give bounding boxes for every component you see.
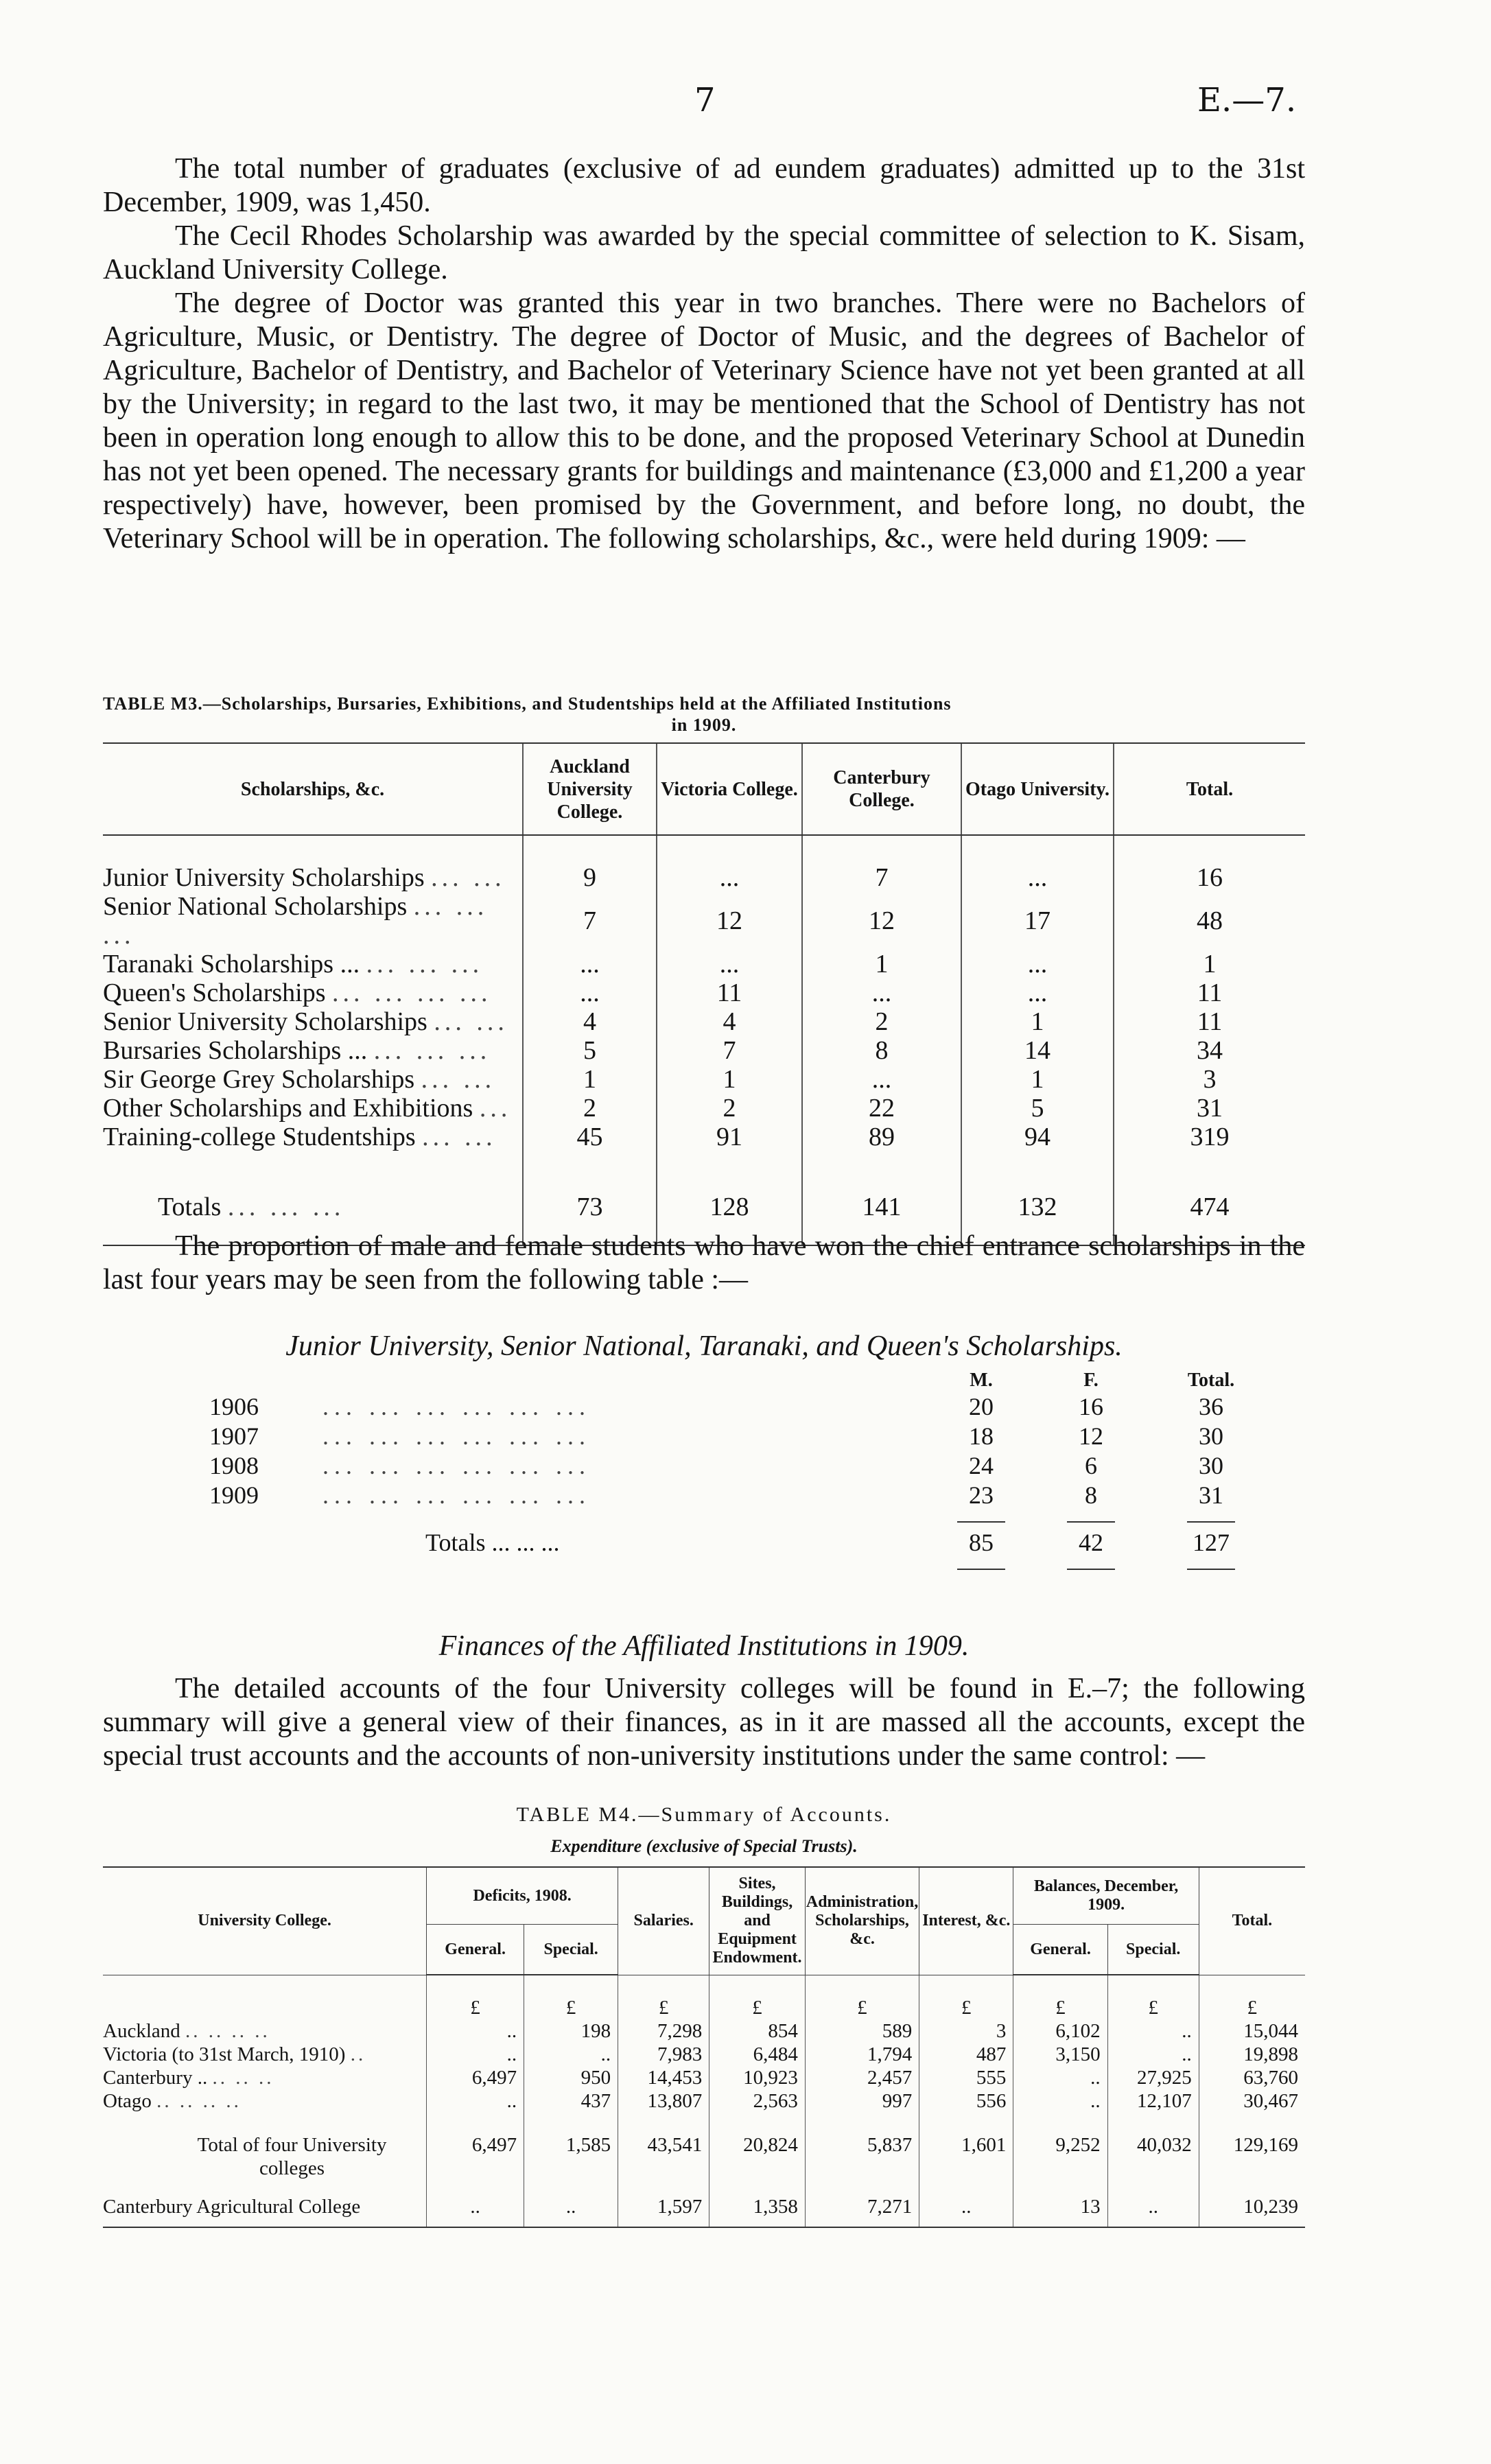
unit-symbol: £ bbox=[524, 1975, 618, 2019]
table-cell: .. bbox=[919, 2195, 1013, 2227]
table-cell: ... bbox=[657, 950, 802, 978]
table-cell: 4 bbox=[657, 1007, 802, 1036]
rule-dash bbox=[1187, 1569, 1235, 1570]
table-cell: 9,252 bbox=[1013, 2113, 1107, 2195]
table-cell: 4 bbox=[523, 1007, 657, 1036]
female-count: 6 bbox=[1085, 1452, 1097, 1479]
spacer-cell bbox=[961, 1151, 1114, 1172]
table-cell: .. bbox=[427, 2019, 524, 2043]
spacer-cell bbox=[657, 1151, 802, 1172]
column-header: Special. bbox=[1107, 1925, 1199, 1975]
table-row bbox=[103, 1036, 1305, 1065]
table-cell: .. bbox=[427, 2195, 524, 2227]
rule-cell bbox=[209, 1510, 322, 1528]
table-cell: 13,807 bbox=[618, 2089, 709, 2113]
row-label-text: Sir George Grey Scholarships bbox=[103, 1065, 415, 1094]
table-row bbox=[103, 892, 1305, 950]
table-m3 bbox=[103, 742, 1305, 1246]
table-cell: 14 bbox=[961, 1036, 1114, 1065]
table-cell: 9 bbox=[523, 835, 657, 892]
table-cell: 10,239 bbox=[1199, 2195, 1305, 2227]
leader-dots: ... bbox=[479, 1094, 512, 1123]
column-header: Victoria College. bbox=[657, 743, 802, 835]
row-label bbox=[103, 2089, 427, 2113]
table-cell: 3,150 bbox=[1013, 2043, 1107, 2066]
table-cell: 19,898 bbox=[1199, 2043, 1305, 2066]
table-cell: 141 bbox=[802, 1172, 961, 1245]
table-cell: 31 bbox=[1114, 1094, 1305, 1123]
column-header: F. bbox=[1083, 1370, 1099, 1391]
table-m4-caption: TABLE M4.—Summary of Accounts. bbox=[516, 1803, 892, 1826]
proportion-table-heading: Junior University, Senior National, Taranaki, and Queen's Scholarships. bbox=[285, 1330, 1123, 1362]
table-cell: 950 bbox=[524, 2066, 618, 2089]
male-count: 85 bbox=[969, 1529, 994, 1556]
column-header: Total. bbox=[1199, 1867, 1305, 1975]
table-cell: ... bbox=[802, 1065, 961, 1094]
column-header: Canterbury College. bbox=[802, 743, 961, 835]
table-cell: ... bbox=[961, 950, 1114, 978]
spacer-cell bbox=[1114, 1151, 1305, 1172]
proportion-table bbox=[209, 1369, 1276, 1575]
rule-row bbox=[209, 1558, 1276, 1575]
paragraph: The degree of Doctor was granted this year in two branches. There were no Bachelors of Agriculture, Music, or Dentistry. The degree of Doctor of Music, and the degrees of Bachelor of Agriculture, Bachelor of Dentistry, and Bachelor of Veterinary Science have not yet been granted at all by the University; in regard to the last two, it may be mentioned that the School of Dentistry has not been in operation long enough to allow this to be done, and the proposed Veterinary School at Dunedin has not yet been opened. The necessary grants for buildings and maintenance (£3,000 and £1,200 a year respectively) have, however, been promised by the Government, and before long, no doubt, the Veterinary School will be in operation. The following scholarships, &c., were held during 1909: — bbox=[103, 288, 1305, 554]
table-cell: 12,107 bbox=[1107, 2089, 1199, 2113]
table-cell: 73 bbox=[523, 1172, 657, 1245]
table-row bbox=[103, 2043, 1305, 2066]
row-label-text: Senior University Scholarships bbox=[103, 1007, 427, 1036]
table-row bbox=[103, 1123, 1305, 1151]
column-header: Administration, Scholarships, &c. bbox=[805, 1867, 919, 1975]
row-label bbox=[103, 1094, 523, 1123]
table-cell: 30,467 bbox=[1199, 2089, 1305, 2113]
table-cell: 14,453 bbox=[618, 2066, 709, 2089]
row-label bbox=[103, 1036, 523, 1065]
table-cell: .. bbox=[524, 2043, 618, 2066]
table-cell: 128 bbox=[657, 1172, 802, 1245]
table-cell: 12 bbox=[657, 892, 802, 950]
row-label-text: Bursaries Scholarships ... bbox=[103, 1036, 368, 1065]
rule-cell bbox=[1036, 1510, 1146, 1528]
units-row bbox=[103, 1975, 1305, 2019]
column-header: Deficits, 1908. bbox=[427, 1867, 618, 1925]
row-label bbox=[103, 892, 523, 950]
table-cell: 7,271 bbox=[805, 2195, 919, 2227]
table-cell: 555 bbox=[919, 2066, 1013, 2089]
rule-dash bbox=[957, 1521, 1005, 1523]
row-label-text: Victoria (to 31st March, 1910) bbox=[103, 2043, 346, 2065]
table-cell: 556 bbox=[919, 2089, 1013, 2113]
table-cell: 89 bbox=[802, 1123, 961, 1151]
column-header: Total. bbox=[1187, 1370, 1235, 1391]
unit-symbol: £ bbox=[427, 1975, 524, 2019]
unit-symbol: £ bbox=[618, 1975, 709, 2019]
table-cell: ... bbox=[961, 835, 1114, 892]
leader-dots: ... ... ... ... ... ... bbox=[322, 1393, 591, 1420]
rule-dash bbox=[1067, 1521, 1115, 1523]
table-cell: 2,563 bbox=[709, 2089, 806, 2113]
leader-dots: ... ... ... ... bbox=[332, 978, 492, 1007]
table-cell: 10,923 bbox=[709, 2066, 806, 2089]
row-label-text: Taranaki Scholarships ... bbox=[103, 950, 360, 978]
caption-line: TABLE M3.—Scholarships, Bursaries, Exhibitions, and Studentships held at the Affiliated Institutions bbox=[103, 694, 952, 714]
row-label-text: Auckland bbox=[103, 2020, 180, 2042]
leader-dots: .. bbox=[350, 2043, 366, 2065]
column-header: Balances, December, 1909. bbox=[1013, 1867, 1199, 1925]
table-cell: 1,585 bbox=[524, 2113, 618, 2195]
finances-heading: Finances of the Affiliated Institutions in 1909. bbox=[438, 1630, 970, 1662]
table-row bbox=[209, 1481, 1276, 1510]
table-cell: 11 bbox=[657, 978, 802, 1007]
year-cell: 1909 bbox=[209, 1481, 259, 1509]
table-row bbox=[103, 2019, 1305, 2043]
leader-dots: ... ... bbox=[431, 863, 506, 892]
unit-symbol: £ bbox=[1107, 1975, 1199, 2019]
row-label-text: Other Scholarships and Exhibitions bbox=[103, 1094, 473, 1123]
table-cell: .. bbox=[1107, 2019, 1199, 2043]
table-cell: .. bbox=[1013, 2089, 1107, 2113]
leader-dots: ... ... ... bbox=[373, 1036, 491, 1065]
table-cell: 17 bbox=[961, 892, 1114, 950]
table-cell: 2 bbox=[657, 1094, 802, 1123]
column-header: Auckland University College. bbox=[523, 743, 657, 835]
table-cell: 12 bbox=[802, 892, 961, 950]
row-label-text: Queen's Scholarships bbox=[103, 978, 326, 1007]
table-cell: 48 bbox=[1114, 892, 1305, 950]
table-cell: 7 bbox=[802, 835, 961, 892]
total-count: 30 bbox=[1199, 1422, 1223, 1450]
leader-dots: ... ... ... bbox=[366, 950, 484, 978]
table-row bbox=[103, 978, 1305, 1007]
column-header: Special. bbox=[524, 1925, 618, 1975]
rule-cell bbox=[926, 1558, 1036, 1575]
male-count: 18 bbox=[969, 1422, 994, 1450]
column-header: Scholarships, &c. bbox=[103, 743, 523, 835]
table-cell: .. bbox=[427, 2043, 524, 2066]
leader-dots: .. .. .. .. bbox=[185, 2020, 270, 2042]
paragraph: The Cecil Rhodes Scholarship was awarded by the special committee of selection to K. Sisam, Auckland University College. bbox=[103, 220, 1305, 285]
blank-cell bbox=[209, 1528, 322, 1558]
totals-row bbox=[103, 2113, 1305, 2195]
blank-cell bbox=[103, 1975, 427, 2019]
column-header: Otago University. bbox=[961, 743, 1114, 835]
rule-cell bbox=[1036, 1558, 1146, 1575]
table-cell: 27,925 bbox=[1107, 2066, 1199, 2089]
row-label bbox=[103, 1065, 523, 1094]
table-cell: 1 bbox=[657, 1065, 802, 1094]
column-header: M. bbox=[970, 1370, 993, 1391]
table-cell: ... bbox=[523, 978, 657, 1007]
table-header-row bbox=[103, 1867, 1305, 1925]
table-cell: 487 bbox=[919, 2043, 1013, 2066]
row-label: Canterbury Agricultural College bbox=[103, 2195, 427, 2227]
table-cell: 5,837 bbox=[805, 2113, 919, 2195]
paragraph: The total number of graduates (exclusive of ad eundem graduates) admitted up to the 31st December, 1909, was 1,450. bbox=[103, 153, 1305, 218]
table-row bbox=[103, 2066, 1305, 2089]
leader-dots: ... ... bbox=[434, 1007, 508, 1036]
table-row bbox=[209, 1451, 1276, 1481]
table-cell: 3 bbox=[1114, 1065, 1305, 1094]
year-cell: 1906 bbox=[209, 1393, 259, 1420]
row-label-text: Totals bbox=[158, 1193, 222, 1221]
table-cell: .. bbox=[427, 2089, 524, 2113]
total-count: 30 bbox=[1199, 1452, 1223, 1479]
spacer-cell bbox=[802, 1151, 961, 1172]
total-count: 36 bbox=[1199, 1393, 1223, 1420]
table-cell: 132 bbox=[961, 1172, 1114, 1245]
table-cell: .. bbox=[1107, 2043, 1199, 2066]
table-cell: 6,102 bbox=[1013, 2019, 1107, 2043]
male-count: 23 bbox=[969, 1481, 994, 1509]
table-cell: 91 bbox=[657, 1123, 802, 1151]
rule-dash bbox=[1067, 1569, 1115, 1570]
unit-symbol: £ bbox=[1199, 1975, 1305, 2019]
leader-dots: .. .. .. bbox=[212, 2067, 274, 2089]
table-cell: 1 bbox=[523, 1065, 657, 1094]
table-cell: 198 bbox=[524, 2019, 618, 2043]
row-label-text: Otago bbox=[103, 2090, 152, 2112]
table-cell: 11 bbox=[1114, 1007, 1305, 1036]
table-cell: 2 bbox=[523, 1094, 657, 1123]
leader-dots: ... ... ... ... ... ... bbox=[322, 1481, 591, 1509]
table-cell: 474 bbox=[1114, 1172, 1305, 1245]
row-label bbox=[103, 2043, 427, 2066]
rule-row bbox=[209, 1510, 1276, 1528]
table-cell: 1 bbox=[961, 1007, 1114, 1036]
table-cell: .. bbox=[1107, 2195, 1199, 2227]
row-label-text: Training-college Studentships bbox=[103, 1123, 416, 1151]
table-cell: 8 bbox=[802, 1036, 961, 1065]
table-row bbox=[103, 2089, 1305, 2113]
table-cell: 2 bbox=[802, 1007, 961, 1036]
table-cell: 319 bbox=[1114, 1123, 1305, 1151]
table-cell: 16 bbox=[1114, 835, 1305, 892]
table-header-row bbox=[209, 1369, 1276, 1392]
table-cell: 20,824 bbox=[709, 2113, 806, 2195]
table-spacer bbox=[103, 1151, 1305, 1172]
column-header: General. bbox=[1013, 1925, 1107, 1975]
spacer-cell bbox=[103, 1151, 523, 1172]
year-cell: 1908 bbox=[209, 1452, 259, 1479]
row-label-text: Junior University Scholarships bbox=[103, 863, 425, 892]
row-label-text: Canterbury .. bbox=[103, 2067, 208, 2089]
unit-symbol: £ bbox=[919, 1975, 1013, 2019]
table-row bbox=[209, 1422, 1276, 1451]
row-label: Total of four University colleges bbox=[197, 2134, 387, 2179]
table-cell: 129,169 bbox=[1199, 2113, 1305, 2195]
row-label: Totals ... ... ... bbox=[425, 1529, 560, 1556]
rule-cell bbox=[322, 1510, 926, 1528]
table-cell: 7 bbox=[657, 1036, 802, 1065]
leader-dots: ... ... ... ... ... ... bbox=[322, 1452, 591, 1479]
table-cell: .. bbox=[524, 2195, 618, 2227]
rule-dash bbox=[1187, 1521, 1235, 1523]
table-m4 bbox=[103, 1866, 1305, 2228]
column-header: Sites, Buildings, and Equipment Endowment. bbox=[709, 1867, 806, 1975]
intro-paragraphs bbox=[103, 152, 1305, 556]
total-count: 31 bbox=[1199, 1481, 1223, 1509]
table-cell: ... bbox=[657, 835, 802, 892]
table-row bbox=[103, 2195, 1305, 2227]
row-label bbox=[103, 950, 523, 978]
caption-line: in 1909. bbox=[671, 715, 737, 735]
column-header: Salaries. bbox=[618, 1867, 709, 1975]
table-cell: 15,044 bbox=[1199, 2019, 1305, 2043]
unit-symbol: £ bbox=[805, 1975, 919, 2019]
column-header: General. bbox=[427, 1925, 524, 1975]
table-cell: 1,794 bbox=[805, 2043, 919, 2066]
table-cell: 437 bbox=[524, 2089, 618, 2113]
spacer-cell bbox=[523, 1151, 657, 1172]
female-count: 8 bbox=[1085, 1481, 1097, 1509]
male-count: 20 bbox=[969, 1393, 994, 1420]
table-row bbox=[103, 1094, 1305, 1123]
row-label bbox=[103, 978, 523, 1007]
unit-symbol: £ bbox=[1013, 1975, 1107, 2019]
paragraph: The proportion of male and female students who have won the chief entrance scholarships in the last four years may be seen from the following table :— bbox=[103, 1230, 1305, 1295]
table-row bbox=[103, 1065, 1305, 1094]
paragraph: The detailed accounts of the four University colleges will be found in E.–7; the following summary will give a general view of their finances, as in it are massed all the accounts, except the special trust accounts and the accounts of non-university institutions under the same control: — bbox=[103, 1673, 1305, 1772]
table-cell: .. bbox=[1013, 2066, 1107, 2089]
table-cell: 589 bbox=[805, 2019, 919, 2043]
table-cell: ... bbox=[961, 978, 1114, 1007]
table-cell: 5 bbox=[961, 1094, 1114, 1123]
row-label bbox=[103, 1123, 523, 1151]
female-count: 12 bbox=[1079, 1422, 1103, 1450]
rule-cell bbox=[322, 1558, 926, 1575]
year-cell: 1907 bbox=[209, 1422, 259, 1450]
rule-cell bbox=[1146, 1558, 1276, 1575]
unit-symbol: £ bbox=[709, 1975, 806, 2019]
row-label bbox=[103, 1007, 523, 1036]
rule-cell bbox=[1146, 1510, 1276, 1528]
leader-dots: ... ... bbox=[421, 1065, 496, 1094]
table-cell: 63,760 bbox=[1199, 2066, 1305, 2089]
table-cell: 11 bbox=[1114, 978, 1305, 1007]
table-row bbox=[103, 1007, 1305, 1036]
proportion-paragraph bbox=[103, 1230, 1305, 1297]
table-cell: 2,457 bbox=[805, 2066, 919, 2089]
row-label bbox=[103, 2019, 427, 2043]
table-cell: ... bbox=[523, 950, 657, 978]
table-cell: 7,298 bbox=[618, 2019, 709, 2043]
finances-paragraph bbox=[103, 1672, 1305, 1773]
table-cell: 5 bbox=[523, 1036, 657, 1065]
table-cell: 3 bbox=[919, 2019, 1013, 2043]
table-cell: 1 bbox=[802, 950, 961, 978]
male-count: 24 bbox=[969, 1452, 994, 1479]
table-row bbox=[209, 1392, 1276, 1422]
row-label-text: Senior National Scholarships bbox=[103, 892, 408, 921]
row-label bbox=[103, 2066, 427, 2089]
table-cell: 6,497 bbox=[427, 2113, 524, 2195]
table-cell: 40,032 bbox=[1107, 2113, 1199, 2195]
total-count: 127 bbox=[1193, 1529, 1230, 1556]
leader-dots: .. .. .. .. bbox=[156, 2090, 242, 2112]
table-m4-subcaption: Expenditure (exclusive of Special Trusts). bbox=[550, 1836, 858, 1856]
female-count: 42 bbox=[1079, 1529, 1103, 1556]
table-cell: 7 bbox=[523, 892, 657, 950]
table-cell: 6,497 bbox=[427, 2066, 524, 2089]
rule-dash bbox=[957, 1569, 1005, 1570]
leader-dots: ... ... ... bbox=[103, 892, 489, 950]
table-row bbox=[103, 835, 1305, 892]
table-cell: 22 bbox=[802, 1094, 961, 1123]
table-cell: 6,484 bbox=[709, 2043, 806, 2066]
table-cell: 7,983 bbox=[618, 2043, 709, 2066]
page-number: 7 bbox=[694, 81, 716, 119]
table-cell: 43,541 bbox=[618, 2113, 709, 2195]
row-label bbox=[103, 835, 523, 892]
table-cell: 34 bbox=[1114, 1036, 1305, 1065]
totals-row bbox=[209, 1528, 1276, 1558]
table-cell: 1,601 bbox=[919, 2113, 1013, 2195]
column-header: University College. bbox=[103, 1867, 427, 1975]
table-cell: 13 bbox=[1013, 2195, 1107, 2227]
document-reference: E.—7. bbox=[1197, 81, 1297, 119]
table-cell: 854 bbox=[709, 2019, 806, 2043]
table-m3-caption bbox=[103, 693, 1305, 736]
table-header-row bbox=[103, 743, 1305, 835]
table-cell: 1,597 bbox=[618, 2195, 709, 2227]
table-cell: 1 bbox=[1114, 950, 1305, 978]
leader-dots: ... ... ... bbox=[227, 1193, 345, 1221]
table-row bbox=[103, 950, 1305, 978]
table-cell: 94 bbox=[961, 1123, 1114, 1151]
rule-cell bbox=[926, 1510, 1036, 1528]
leader-dots: ... ... bbox=[422, 1123, 497, 1151]
column-header: Total. bbox=[1114, 743, 1305, 835]
table-cell: 1,358 bbox=[709, 2195, 806, 2227]
leader-dots: ... ... ... ... ... ... bbox=[322, 1422, 591, 1450]
female-count: 16 bbox=[1079, 1393, 1103, 1420]
table-cell: 1 bbox=[961, 1065, 1114, 1094]
column-header: Interest, &c. bbox=[919, 1867, 1013, 1975]
table-cell: 45 bbox=[523, 1123, 657, 1151]
table-cell: ... bbox=[802, 978, 961, 1007]
rule-cell bbox=[209, 1558, 322, 1575]
table-cell: 997 bbox=[805, 2089, 919, 2113]
